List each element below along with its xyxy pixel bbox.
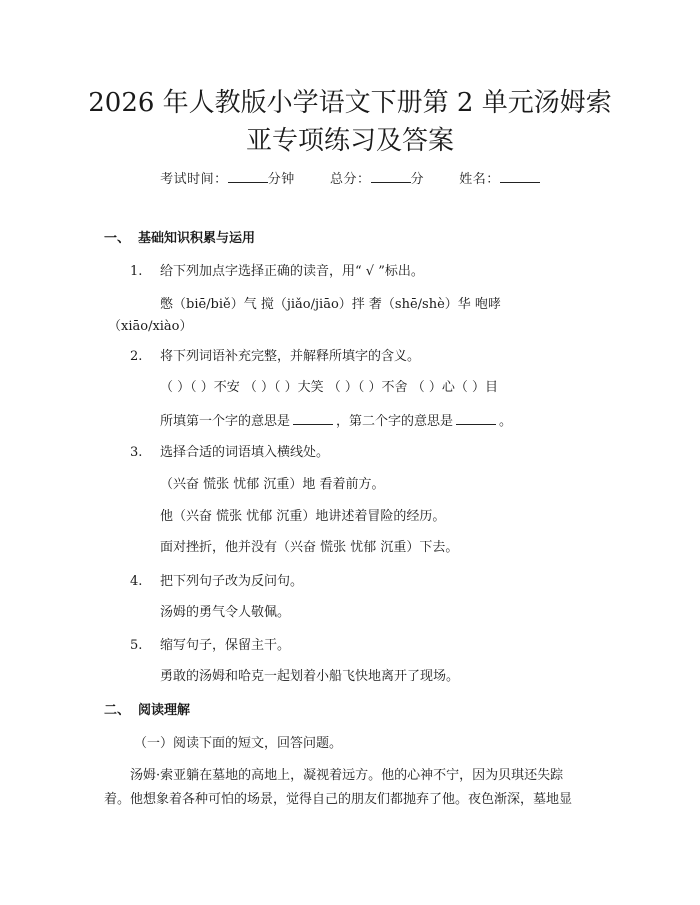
time-blank <box>228 168 268 183</box>
section-2-heading <box>104 701 190 721</box>
section-1-number: 一、 <box>104 231 131 246</box>
question-3-number: 3. <box>130 445 143 460</box>
question-5-prompt: 缩写句子，保留主干。 <box>160 638 291 653</box>
name-label: 姓名： <box>459 172 500 187</box>
meaning-a: 所填第一个字的意思是 <box>160 414 291 429</box>
question-2 <box>130 347 420 367</box>
passage-line-1: 汤姆·索亚躺在墓地的高地上，凝视着远方。他的心神不宁，因为贝琪还失踪 <box>130 768 564 783</box>
question-1 <box>130 262 424 282</box>
question-1-number: 1. <box>130 264 143 279</box>
question-3-line-3: 面对挫折，他并没有（兴奋 慌张 忧郁 沉重）下去。 <box>160 540 459 555</box>
score-unit: 分 <box>410 172 425 187</box>
page-title-line-2: 亚专项练习及答案 <box>245 126 454 156</box>
question-1-line-1: 憋（biē/biě）气 搅（jiǎo/jiāo）拌 奢（shē/shè）华 咆哮 <box>160 297 501 312</box>
question-1-prompt: 给下列加点字选择正确的读音，用“ √ ”标出。 <box>160 264 424 279</box>
question-3 <box>130 443 329 463</box>
question-4-line-1: 汤姆的勇气令人敬佩。 <box>160 605 291 620</box>
score-label: 总分： <box>329 172 371 187</box>
time-unit: 分钟 <box>267 172 295 187</box>
question-4-number: 4. <box>130 574 143 589</box>
section-2-sub-heading: （一）阅读下面的短文，回答问题。 <box>134 736 343 751</box>
section-1-title: 基础知识积累与运用 <box>138 231 256 246</box>
question-3-line-2: 他（兴奋 慌张 忧郁 沉重）地讲述着冒险的经历。 <box>160 509 446 524</box>
score-blank <box>371 168 411 183</box>
question-1-line-2: （xiāo/xiào） <box>108 319 193 334</box>
section-1-heading <box>104 229 255 249</box>
meaning-b: ，第二个字的意思是 <box>336 414 454 429</box>
question-5-number: 5. <box>130 638 143 653</box>
question-2-meaning <box>160 410 512 432</box>
meaning-blank-2 <box>456 410 496 425</box>
question-5-line-1: 勇敢的汤姆和哈克一起划着小船飞快地离开了现场。 <box>160 669 460 684</box>
name-blank <box>500 168 540 183</box>
page-title-line-1: 2026 年人教版小学语文下册第 2 单元汤姆索 <box>88 88 612 118</box>
time-label: 考试时间： <box>160 172 228 187</box>
exam-meta <box>0 168 700 190</box>
question-2-words: （ ）（ ）不安 （ ）（ ）大笑 （ ）（ ）不舍 （ ）心（ ）目 <box>160 380 498 395</box>
question-4 <box>130 572 303 592</box>
question-2-number: 2. <box>130 349 143 364</box>
section-2-number: 二、 <box>104 703 131 718</box>
question-4-prompt: 把下列句子改为反问句。 <box>160 574 304 589</box>
passage-line-2: 着。他想象着各种可怕的场景，觉得自己的朋友们都抛弃了他。夜色渐深，墓地显 <box>104 792 573 807</box>
meaning-end: 。 <box>499 414 513 429</box>
meaning-blank-1 <box>293 410 333 425</box>
section-2-title: 阅读理解 <box>138 703 191 718</box>
question-5 <box>130 636 290 656</box>
question-3-prompt: 选择合适的词语填入横线处。 <box>160 445 330 460</box>
question-3-line-1: （兴奋 慌张 忧郁 沉重）地 看着前方。 <box>160 477 385 492</box>
question-2-prompt: 将下列词语补充完整，并解释所填字的含义。 <box>160 349 421 364</box>
